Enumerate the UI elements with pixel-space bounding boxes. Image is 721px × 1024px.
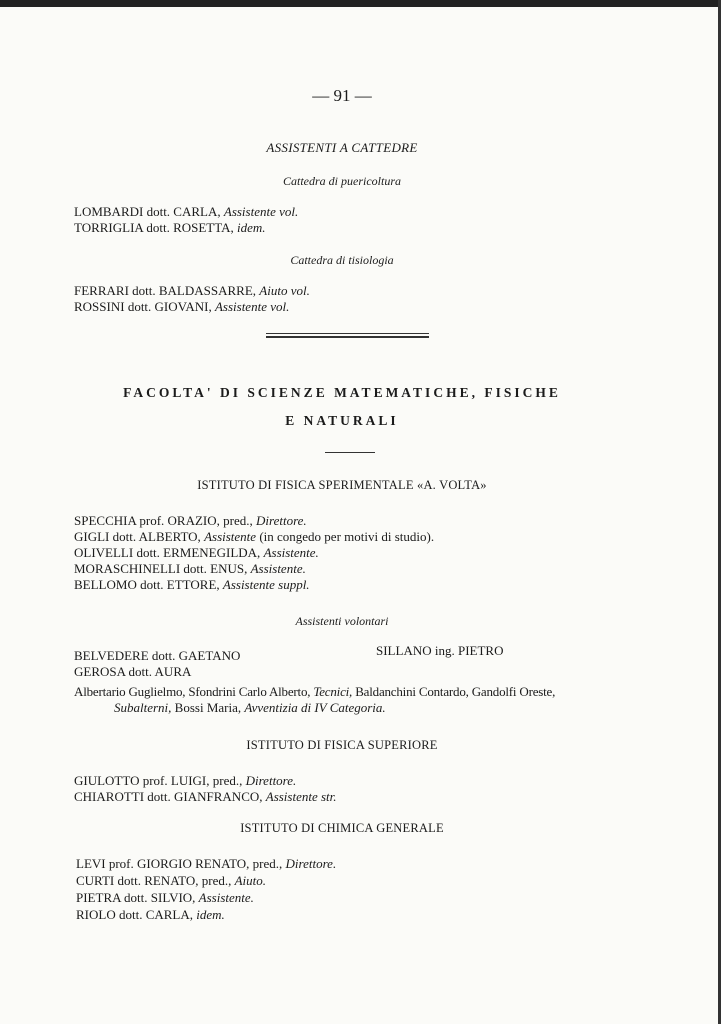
institute-title-fisica-superiore: ISTITUTO DI FISICA SUPERIORE [246, 738, 438, 752]
person-line: GEROSA dott. AURA [74, 664, 192, 679]
person-line: TORRIGLIA dott. ROSETTA, idem. [74, 220, 266, 235]
person-line: PIETRA dott. SILVIO, Assistente. [76, 890, 254, 905]
person-line: BELLOMO dott. ETTORE, Assistente suppl. [74, 577, 310, 592]
person-line: MORASCHINELLI dott. ENUS, Assistente. [74, 561, 306, 576]
person-line: GIGLI dott. ALBERTO, Assistente (in congedo per motivi di studio). [74, 529, 435, 544]
person-line: LOMBARDI dott. CARLA, Assistente vol. [74, 204, 299, 219]
institute-title-fisica-sperimentale: ISTITUTO DI FISICA SPERIMENTALE «A. VOLTA» [197, 478, 487, 492]
cattedra-title-tisiologia: Cattedra di tisiologia [290, 253, 394, 267]
cattedra-title-puericoltura: Cattedra di puericoltura [283, 174, 401, 188]
staff-line: Subalterni, Bossi Maria, Avventizia di IV Categoria. [114, 700, 386, 715]
faculty-title-line1: FACOLTA' DI SCIENZE MATEMATICHE, FISICHE [123, 385, 561, 400]
person-line: LEVI prof. GIORGIO RENATO, pred., Direttore. [76, 856, 337, 871]
person-line: RIOLO dott. CARLA, idem. [76, 907, 225, 922]
faculty-title-line2: E NATURALI [285, 413, 399, 428]
person-line: FERRARI dott. BALDASSARRE, Aiuto vol. [74, 283, 310, 298]
person-line: ROSSINI dott. GIOVANI, Assistente vol. [74, 299, 290, 314]
person-line: SPECCHIA prof. ORAZIO, pred., Direttore. [74, 513, 307, 528]
section-heading-assistenti: ASSISTENTI A CATTEDRE [266, 140, 418, 155]
institute-title-chimica-generale: ISTITUTO DI CHIMICA GENERALE [240, 821, 444, 835]
scan-top-edge [0, 0, 721, 7]
volontari-title: Assistenti volontari [295, 614, 389, 628]
person-line: SILLANO ing. PIETRO [376, 643, 504, 658]
short-divider-rule [325, 452, 375, 453]
double-divider-rule [266, 333, 429, 338]
page-number: — 91 — [312, 86, 372, 105]
person-line: GIULOTTO prof. LUIGI, pred., Direttore. [74, 773, 297, 788]
person-line: OLIVELLI dott. ERMENEGILDA, Assistente. [74, 545, 319, 560]
person-line: CURTI dott. RENATO, pred., Aiuto. [76, 873, 267, 888]
person-line: BELVEDERE dott. GAETANO [74, 648, 241, 663]
staff-line: Albertario Guglielmo, Sfondrini Carlo Alberto, Tecnici, Baldanchini Contardo, Gandolfi Oreste, [74, 684, 556, 699]
person-line: CHIAROTTI dott. GIANFRANCO, Assistente str. [74, 789, 337, 804]
